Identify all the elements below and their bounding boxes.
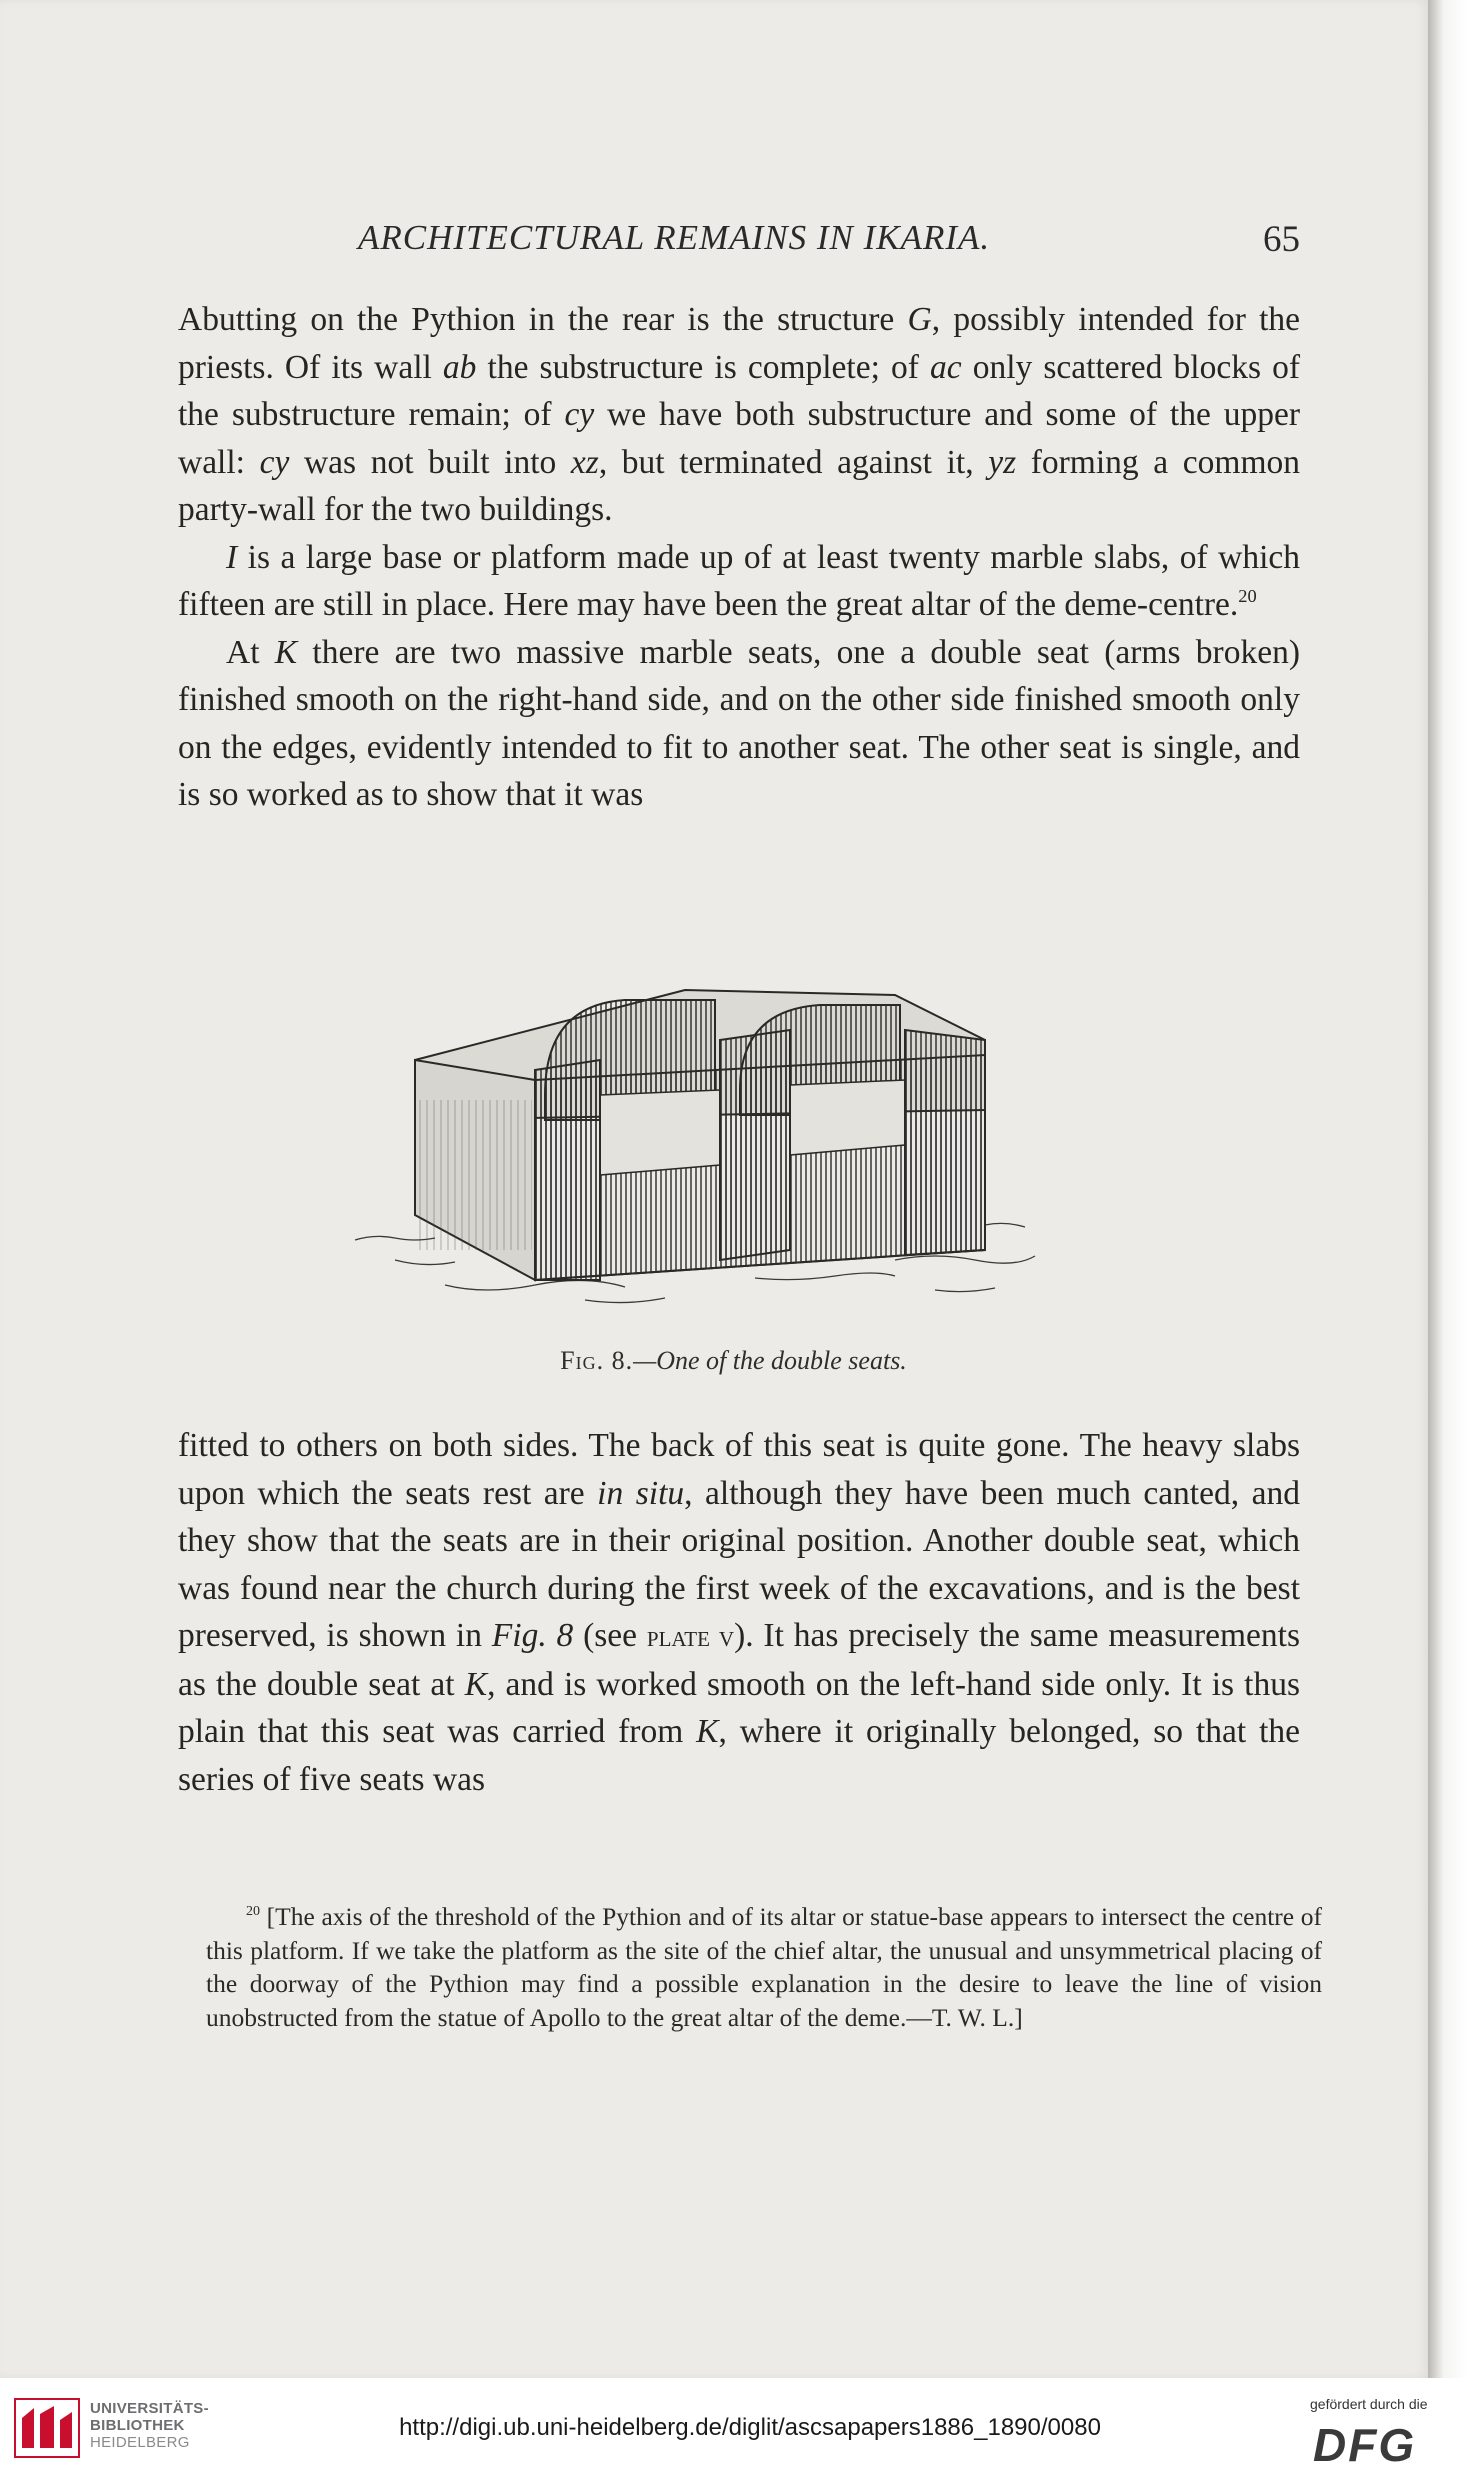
text-run: in situ <box>597 1474 685 1512</box>
footnote-paragraph <box>206 1900 1322 2034</box>
page-number: 65 <box>1263 219 1300 260</box>
body-text-bottom <box>178 1422 1300 1803</box>
footnote-text: [The axis of the threshold of the Pythion and of its altar or statue-base appears to intersect the centre of this platform. If we take the platform as the site of the chief altar, the unusual and unsymmetrical placing of the doorway of the Pythion may find a possible explanation in the desire to leave the line of vision unobstructed from the statue of Apollo to the great altar of the deme.—T. W. L.] <box>206 1902 1322 2032</box>
viewer-footer <box>0 2378 1467 2473</box>
plate-reference: plate v <box>646 1619 735 1653</box>
text-run: K <box>464 1665 488 1703</box>
text-run: ab <box>442 348 477 386</box>
paragraph-4 <box>178 1422 1300 1803</box>
figure-reference: Fig. 8 <box>491 1617 574 1654</box>
text-run: , where it originally belonged, so that the series of five seats was <box>178 1713 1300 1798</box>
text-run: cy <box>564 396 595 433</box>
permalink-url[interactable]: http://digi.ub.uni-heidelberg.de/diglit/ascsapapers1886_1890/0080 <box>399 2414 1101 2441</box>
text-run: , possibly intended for the priests. Of its wall <box>178 301 1301 386</box>
text-run: forming a common party-wall for the two buildings. <box>178 443 1301 528</box>
text-run: there are two massive marble seats, one a double seat (arms broken) finished smooth on the right-hand side, and on the other side finished smooth only on the edges, evidently intended to fit to another seat. The other seat is single, and is so worked as to show that it was <box>178 633 1300 813</box>
running-title: ARCHITECTURAL REMAINS IN IKARIA. <box>358 218 991 257</box>
text-run: K <box>696 1713 719 1750</box>
text-run: yz <box>988 443 1017 481</box>
footnote-number: 20 <box>246 1904 261 1920</box>
text-run: we have both substructure and some of the upper wall: <box>178 396 1300 481</box>
text-run: I <box>226 538 238 576</box>
text-run: Abutting on the Pythion in the rear is the structure <box>178 301 908 338</box>
paragraph-3 <box>178 629 1300 819</box>
text-run: (see <box>573 1617 647 1654</box>
funding-note: gefördert durch die <box>1310 2396 1428 2412</box>
text-run: At <box>226 633 275 671</box>
paragraph-1 <box>178 296 1300 534</box>
figure-caption <box>0 1346 1467 1376</box>
text-run: cy <box>259 443 290 481</box>
page-edge <box>1428 0 1467 2378</box>
footnote-ref: 20 <box>1238 586 1257 607</box>
text-run: , and is worked smooth on the left-hand side only. It is thus plain that this seat was carried from <box>178 1665 1300 1750</box>
library-name-line: UNIVERSITÄTS- <box>90 2400 209 2417</box>
library-name-line: HEIDELBERG <box>90 2434 190 2451</box>
text-run: only scattered blocks of the substructure remain; of <box>178 348 1300 433</box>
text-run: the substructure is complete; of <box>476 348 931 386</box>
text-run: fitted to others on both sides. The back of this seat is quite gone. The heavy slabs upon which the seats rest are <box>178 1427 1300 1512</box>
body-text-top <box>178 296 1300 819</box>
university-library-logo-icon <box>14 2398 80 2458</box>
text-run: was not built into <box>289 443 571 481</box>
library-name-line: BIBLIOTHEK <box>90 2417 185 2434</box>
footnote <box>206 1900 1322 2034</box>
text-run: G <box>907 301 932 338</box>
figure-caption-text: —One of the double seats. <box>633 1346 907 1375</box>
text-run: xz <box>570 443 599 481</box>
double-seat-illustration <box>335 960 1115 1340</box>
text-run: is a large base or platform made up of at least twenty marble slabs, of which fifteen are still in place. Here may have been the great altar of the deme-centre. <box>178 538 1300 623</box>
figure-label: Fig. 8. <box>560 1346 634 1375</box>
university-library-name <box>90 2400 209 2451</box>
text-run: , although they have been much canted, and they show that the seats are in their original position. Another double seat, which was found near the church during the first week of the excavations, and is the best preserved, is shown in <box>178 1474 1300 1654</box>
text-run: K <box>274 633 298 671</box>
paragraph-2 <box>178 534 1300 629</box>
text-run: ). It has precisely the same measurements as the double seat at <box>178 1617 1301 1703</box>
dfg-logo: DFG <box>1313 2419 1417 2471</box>
text-run: ac <box>930 348 962 386</box>
page-header <box>168 218 1300 268</box>
text-run: , but terminated against it, <box>598 443 989 481</box>
